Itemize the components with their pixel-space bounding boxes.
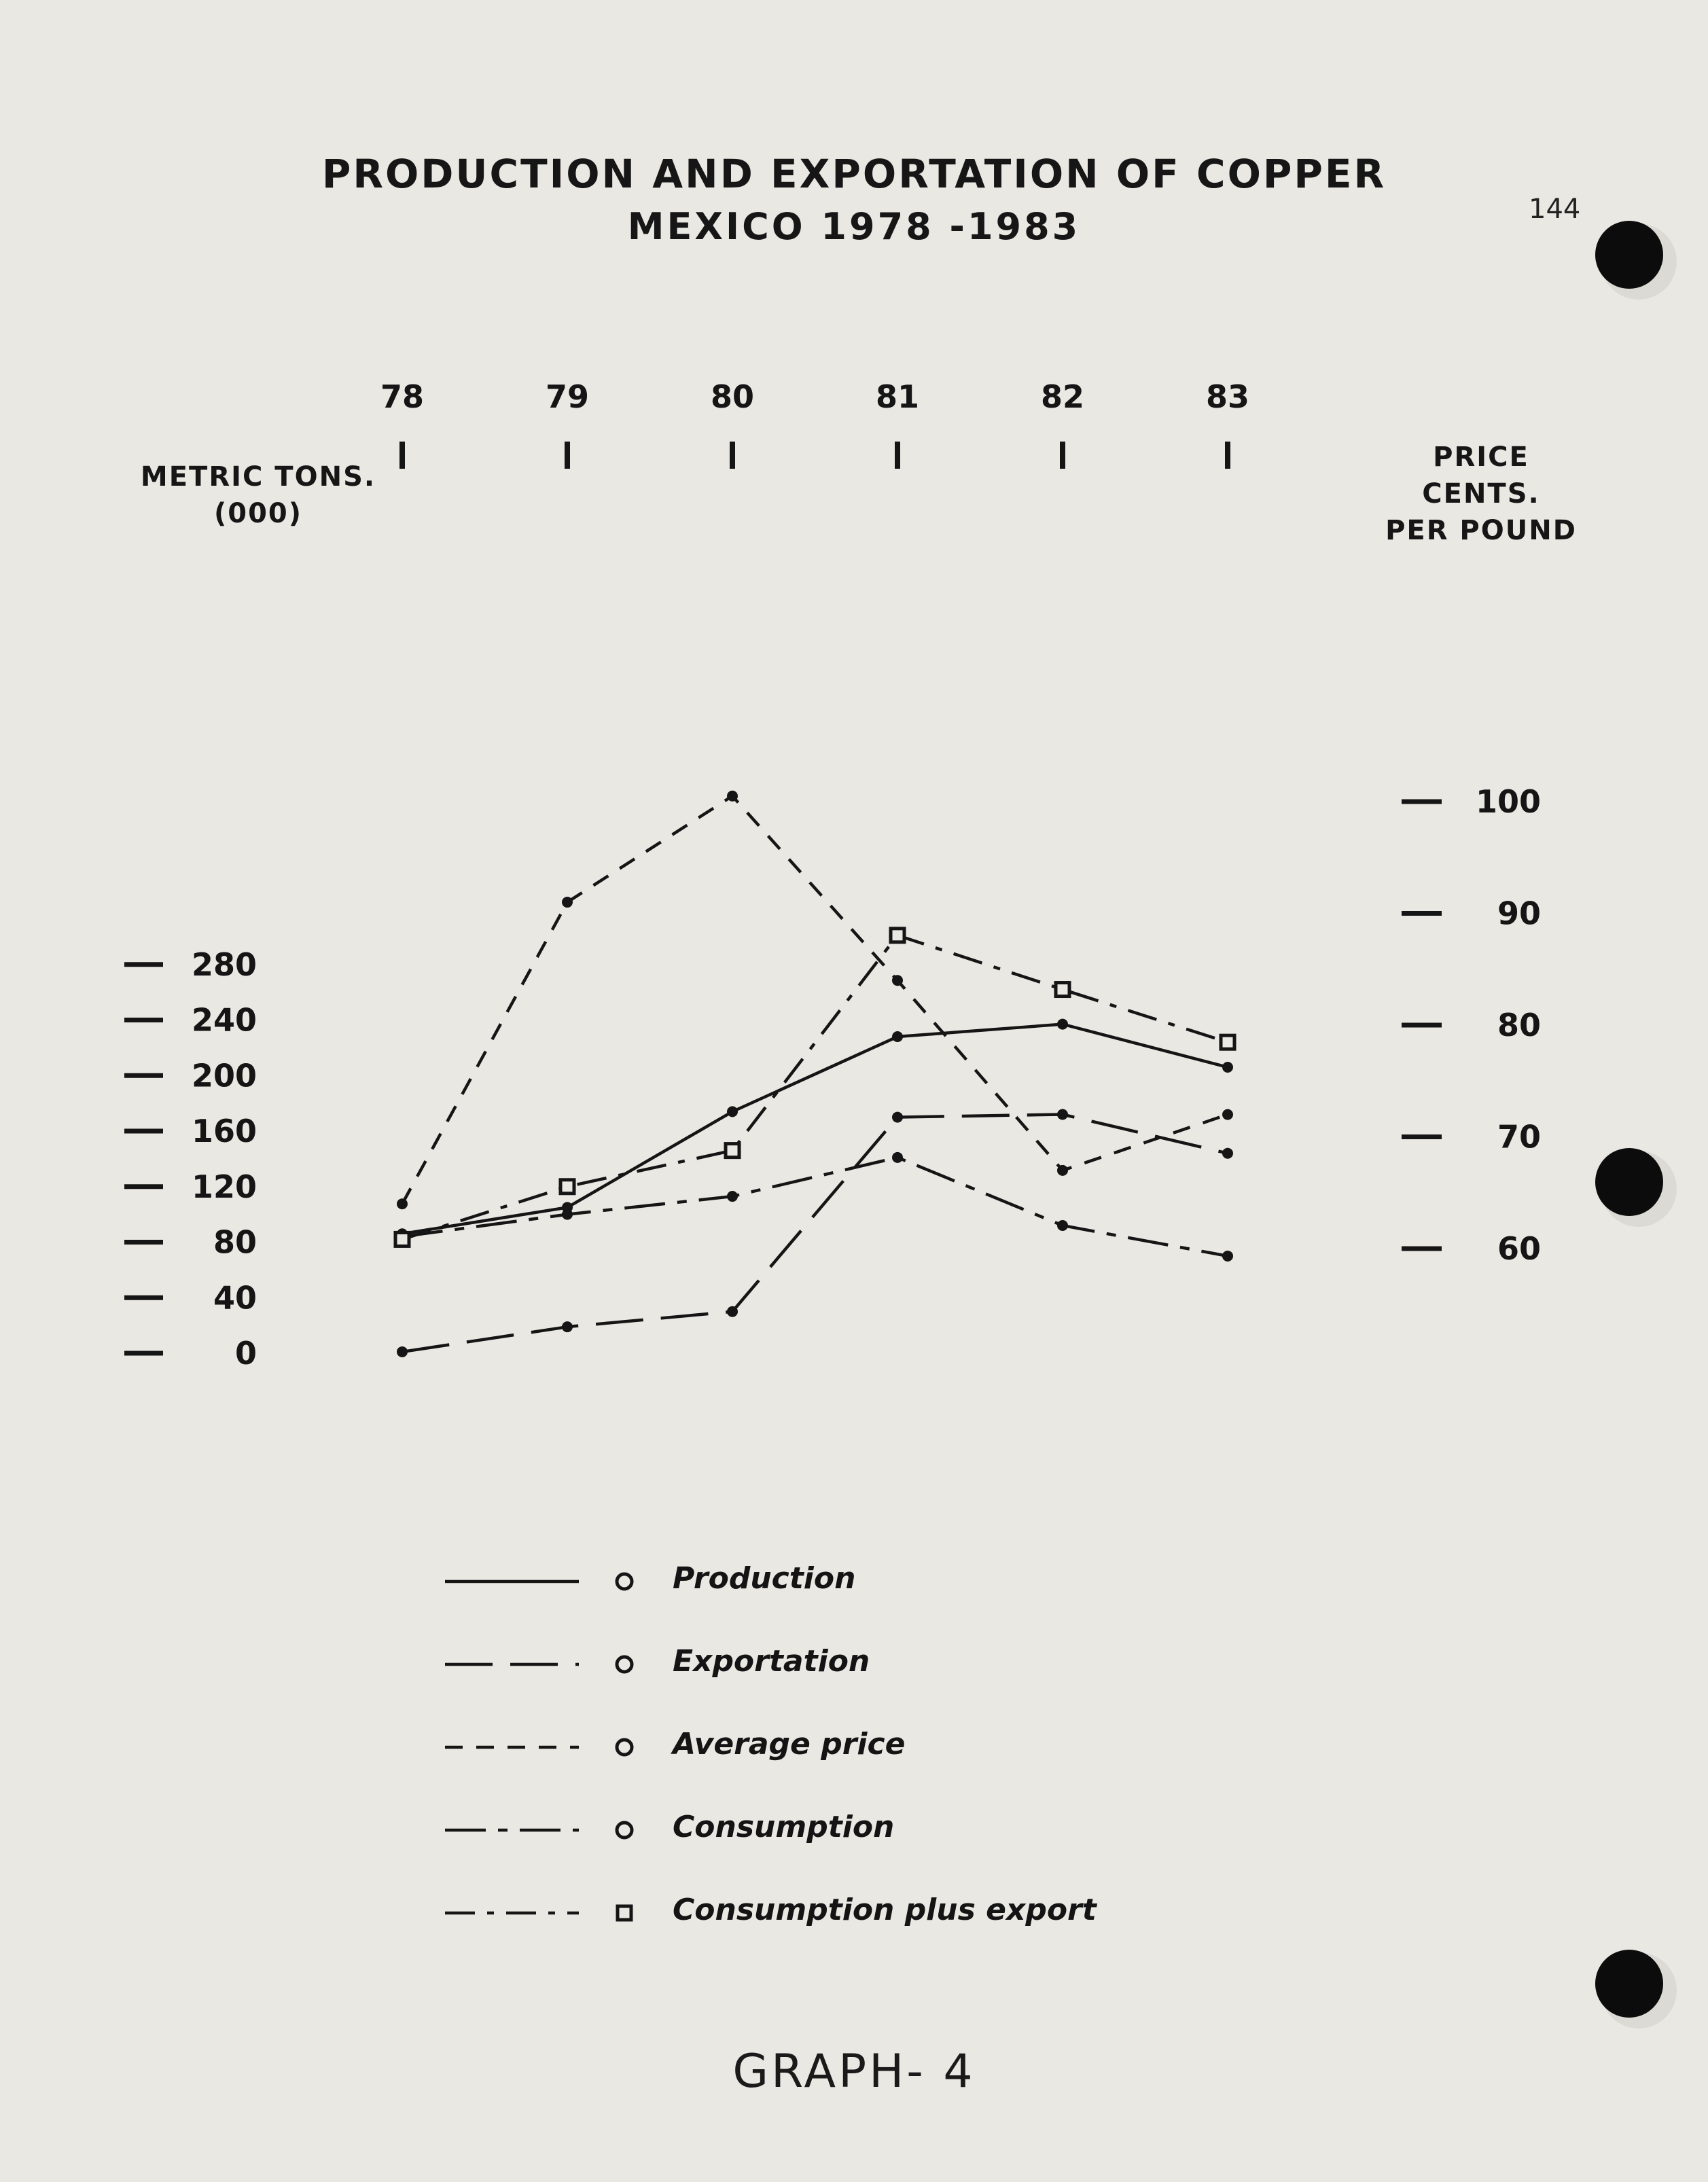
- series-line-production: [402, 1024, 1228, 1234]
- legend-label-consumption-plus-export: Consumption plus export: [673, 1893, 1097, 1927]
- legend-label-consumption: Consumption: [673, 1810, 895, 1844]
- point-exportation: [892, 1112, 903, 1123]
- point-exportation: [727, 1306, 738, 1317]
- left-tick-label: 120: [191, 1168, 257, 1205]
- left-tick-label: 80: [213, 1223, 257, 1261]
- point-production: [1057, 1019, 1068, 1030]
- left-tick-label: 40: [213, 1279, 257, 1317]
- point-consumption-plus-export: [891, 929, 904, 942]
- legend-marker-average-price: [617, 1740, 632, 1755]
- left-tick-label: 240: [191, 1001, 257, 1039]
- point-consumption: [1222, 1251, 1233, 1262]
- chart-subtitle: MEXICO 1978 -1983: [627, 205, 1081, 248]
- right-axis-title-line2: CENTS.: [1422, 478, 1540, 509]
- right-axis-title-line3: PER POUND: [1385, 515, 1577, 546]
- legend-label-production: Production: [673, 1561, 856, 1596]
- point-consumption-plus-export: [1221, 1035, 1234, 1049]
- left-axis-title-line2: (000): [213, 498, 303, 529]
- point-consumption-plus-export: [561, 1180, 574, 1194]
- series-lines: [402, 796, 1228, 1352]
- point-average-price: [1057, 1165, 1068, 1176]
- left-tick-label: 200: [191, 1057, 257, 1094]
- point-consumption: [562, 1209, 573, 1220]
- point-production: [727, 1106, 738, 1117]
- right-tick-label: 80: [1497, 1007, 1541, 1043]
- left-tick-label: 280: [191, 946, 257, 983]
- legend: [445, 1574, 632, 1920]
- point-consumption-plus-export: [395, 1232, 409, 1246]
- legend-marker-production: [617, 1574, 632, 1589]
- left-tick-label: 0: [234, 1335, 257, 1372]
- point-exportation: [397, 1346, 408, 1357]
- point-average-price: [397, 1198, 408, 1209]
- right-tick-label: 70: [1497, 1118, 1541, 1156]
- point-consumption-plus-export: [1056, 983, 1069, 997]
- right-tick-label: 100: [1475, 783, 1541, 820]
- point-exportation: [1222, 1148, 1233, 1159]
- x-tick-label: 79: [545, 378, 590, 415]
- right-tick-label: 60: [1497, 1230, 1541, 1267]
- graph-label: GRAPH- 4: [732, 2045, 976, 2098]
- x-tick-label: 83: [1205, 378, 1250, 415]
- point-production: [1222, 1062, 1233, 1073]
- point-consumption: [727, 1191, 738, 1202]
- chart-title: PRODUCTION AND EXPORTATION OF COPPER: [321, 151, 1387, 197]
- x-axis: [380, 378, 1249, 469]
- point-average-price: [727, 791, 738, 802]
- point-consumption: [892, 1152, 903, 1163]
- point-average-price: [892, 975, 903, 986]
- x-tick-label: 81: [875, 378, 920, 415]
- x-tick-label: 80: [710, 378, 755, 415]
- series-line-consumption-plus-export: [402, 935, 1228, 1240]
- point-consumption-plus-export: [726, 1144, 739, 1158]
- point-exportation: [562, 1321, 573, 1332]
- series-line-consumption: [402, 1158, 1228, 1256]
- series-line-exportation: [402, 1114, 1228, 1351]
- left-axis-title-line1: METRIC TONS.: [140, 461, 376, 493]
- left-axis: [124, 946, 257, 1372]
- x-tick-label: 82: [1040, 378, 1085, 415]
- right-axis: [1402, 783, 1541, 1267]
- series-line-average-price: [402, 796, 1228, 1204]
- legend-label-average-price: Average price: [673, 1727, 906, 1761]
- point-average-price: [562, 897, 573, 908]
- page-number: 144: [1529, 194, 1581, 225]
- x-tick-label: 78: [380, 378, 425, 415]
- legend-marker-consumption: [617, 1823, 632, 1838]
- legend-marker-exportation: [617, 1657, 632, 1672]
- point-consumption: [1057, 1220, 1068, 1231]
- point-exportation: [1057, 1109, 1068, 1120]
- point-production: [892, 1031, 903, 1042]
- legend-marker-consumption-plus-export: [618, 1906, 631, 1920]
- right-tick-label: 90: [1497, 895, 1541, 932]
- left-tick-label: 160: [191, 1113, 257, 1149]
- point-average-price: [1222, 1109, 1233, 1120]
- legend-label-exportation: Exportation: [673, 1644, 870, 1679]
- right-axis-title-line1: PRICE: [1433, 442, 1529, 473]
